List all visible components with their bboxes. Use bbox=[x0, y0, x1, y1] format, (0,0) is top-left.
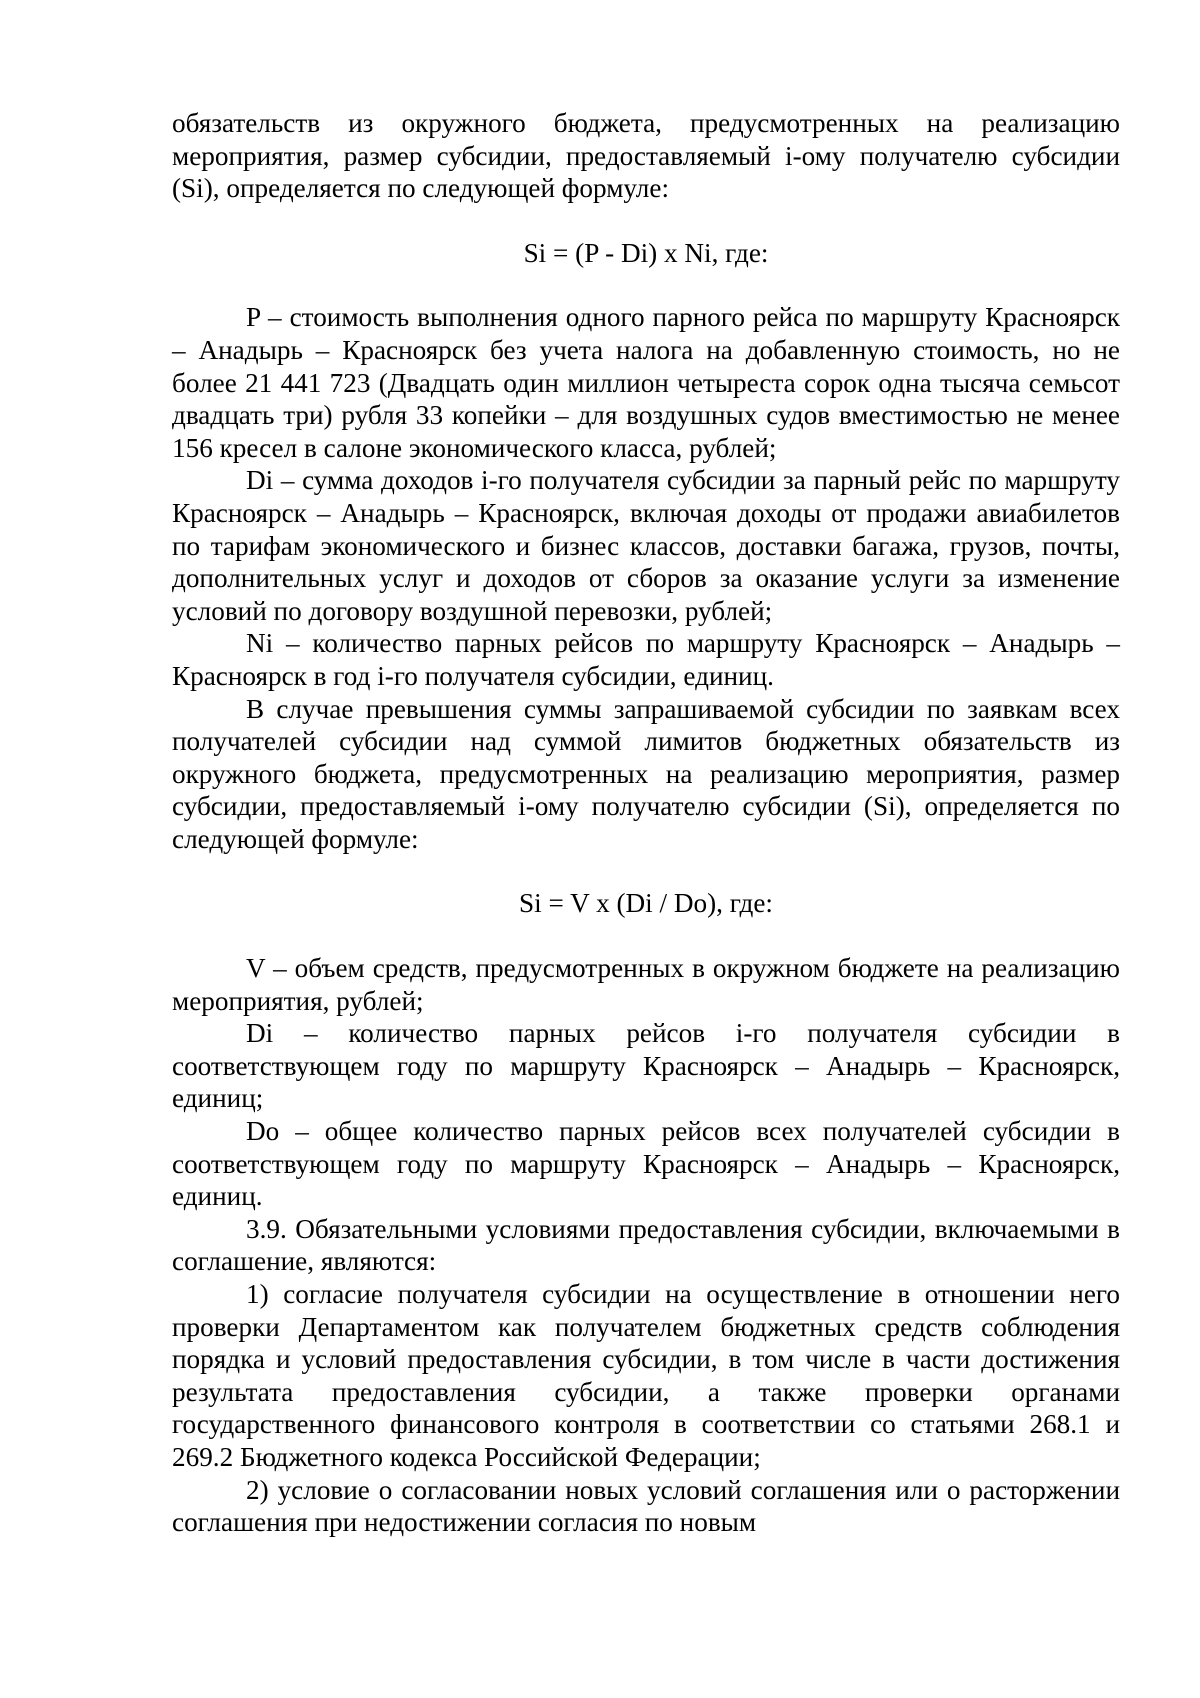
list-item-2: 2) условие о согласовании новых условий соглашения или о расторжении соглашения при недостижении согласия по новым bbox=[172, 1474, 1120, 1538]
definition-do: Do – общее количество парных рейсов всех получателей субсидии в соответствующем году по маршруту Красноярск – Анадырь – Красноярск, единиц. bbox=[172, 1116, 1120, 1212]
definition-di-flights: Di – количество парных рейсов i-го получателя субсидии в соответствующем году по маршруту Красноярск – Анадырь – Красноярск, единиц; bbox=[172, 1018, 1120, 1114]
definition-di-income: Di – сумма доходов i-го получателя субсидии за парный рейс по маршруту Красноярск – Анадырь – Красноярск, включая доходы от продажи авиабилетов по тарифам экономического и бизнес классов, доставки багажа, грузов, почты, дополнительных услуг и доходов от сборов за оказание услуги за изменение условий по договору воздушной перевозки, рублей; bbox=[172, 465, 1120, 626]
clause-3-9: 3.9. Обязательными условиями предоставления субсидии, включаемыми в соглашение, являются: bbox=[172, 1213, 1120, 1277]
definition-v: V – объем средств, предусмотренных в окружном бюджете на реализацию мероприятия, рублей; bbox=[172, 953, 1120, 1016]
paragraph-continuation: обязательств из окружного бюджета, предусмотренных на реализацию мероприятия, размер субсидии, предоставляемый i-ому получателю субсидии (Si), определяется по следующей формуле: bbox=[172, 108, 1120, 204]
definition-p: P – стоимость выполнения одного парного рейса по маршруту Красноярск – Анадырь – Красноярск без учета налога на добавленную стоимость, но не более 21 441 723 (Двадцать один миллион четыреста сорок одна тысяча семьсот двадцать три) рубля 33 копейки – для воздушных судов вместимостью не менее 156 кресел в салоне экономического класса, рублей; bbox=[172, 302, 1120, 463]
list-item-1: 1) согласие получателя субсидии на осуществление в отношении него проверки Департаментом как получателем бюджетных средств соблюдения порядка и условий предоставления субсидии, в том числе в части достижения результата предоставления субсидии, а также проверки органами государственного финансового контроля в соответствии со статьями 268.1 и 269.2 Бюджетного кодекса Российской Федерации; bbox=[172, 1279, 1120, 1472]
paragraph-excess-case: В случае превышения суммы запрашиваемой субсидии по заявкам всех получателей субсидии над суммой лимитов бюджетных обязательств из окружного бюджета, предусмотренных на реализацию мероприятия, размер субсидии, предоставляемый i-ому получателю субсидии (Si), определяется по следующей формуле: bbox=[172, 693, 1120, 854]
formula-subsidy-proportional: Si = V x (Di / Do), где: bbox=[519, 888, 773, 919]
formula-subsidy-basic: Si = (P - Di) x Ni, где: bbox=[523, 237, 769, 268]
document-page bbox=[172, 107, 1120, 1539]
definition-ni: Ni – количество парных рейсов по маршруту Красноярск – Анадырь – Красноярск в год i-го получателя субсидии, единиц. bbox=[172, 628, 1120, 691]
